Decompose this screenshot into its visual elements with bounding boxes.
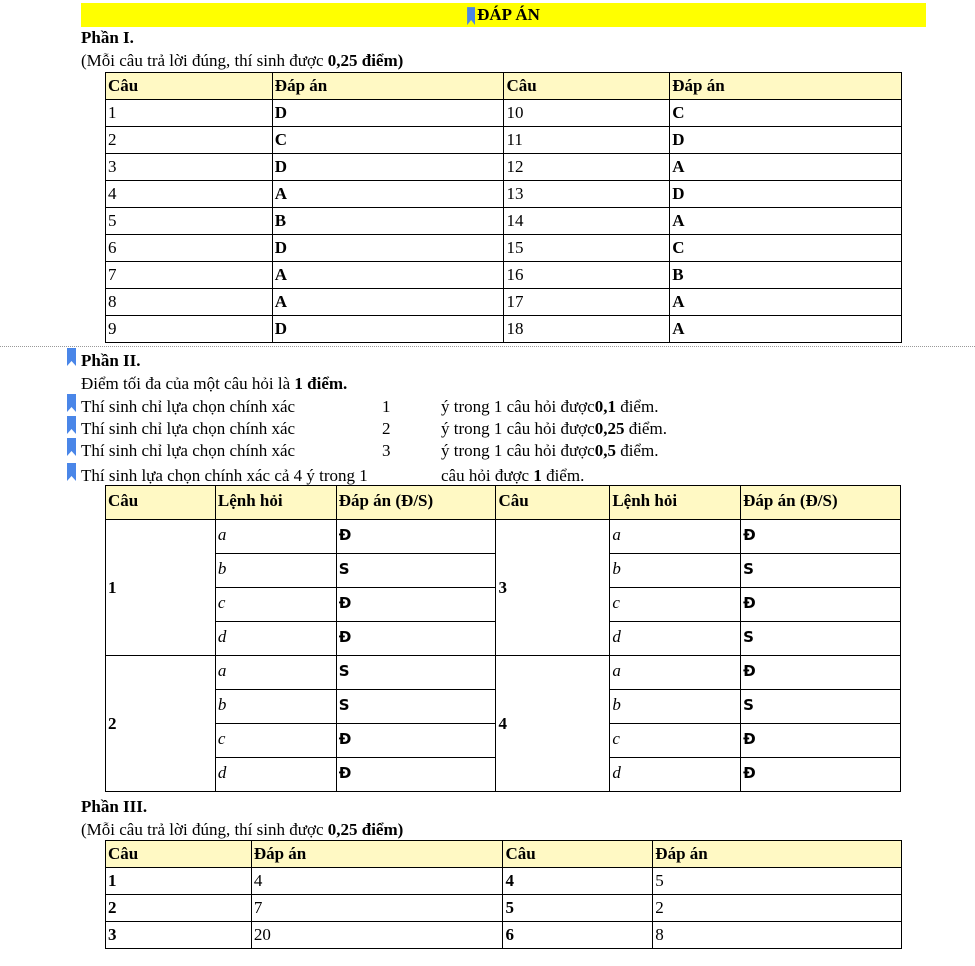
question-number: 7 (106, 262, 273, 289)
rule4-text-c: điểm. (541, 466, 585, 485)
rule-4-tail (441, 465, 584, 487)
question-number: 3 (496, 520, 610, 656)
rule-points: 0,1 (594, 397, 616, 416)
answer: C (272, 127, 504, 154)
part1-note-points: 0,25 điểm) (327, 51, 404, 70)
statement-label: a (215, 656, 336, 690)
true-false-answer: Đ (741, 656, 901, 690)
question-number: 2 (106, 127, 273, 154)
question-number: 1 (106, 868, 252, 895)
part3-table (105, 840, 902, 949)
part3-note-text: (Mỗi câu trả lời đúng, thí sinh được (81, 820, 328, 839)
question-number: 3 (106, 154, 273, 181)
header-cau: Câu (496, 486, 610, 520)
question-number: 13 (504, 181, 670, 208)
question-number: 3 (106, 922, 252, 949)
question-number: 4 (496, 656, 610, 792)
true-false-answer: S (336, 690, 496, 724)
rule-score (441, 396, 658, 418)
bookmark-icon (67, 394, 76, 412)
table-row (106, 656, 901, 690)
answer: C (670, 235, 902, 262)
answer: B (670, 262, 902, 289)
rule-score (441, 440, 658, 462)
answer: A (272, 262, 504, 289)
table-row (106, 289, 902, 316)
answer: D (272, 154, 504, 181)
question-number: 5 (106, 208, 273, 235)
true-false-answer: Đ (741, 724, 901, 758)
part1-note-text: (Mỗi câu trả lời đúng, thí sinh được (81, 51, 328, 70)
true-false-answer: Đ (336, 588, 496, 622)
header-lenh-hoi: Lệnh hỏi (215, 486, 336, 520)
statement-label: c (215, 724, 336, 758)
true-false-answer: Đ (741, 758, 901, 792)
table-row (106, 127, 902, 154)
question-number: 12 (504, 154, 670, 181)
true-false-answer: S (741, 554, 901, 588)
header-lenh-hoi: Lệnh hỏi (610, 486, 741, 520)
header-dap-an: Đáp án (272, 73, 504, 100)
statement-label: c (610, 588, 741, 622)
rule-points: 0,5 (594, 441, 616, 460)
statement-label: c (215, 588, 336, 622)
rule-count: 2 (382, 419, 391, 438)
table-header-row (106, 486, 901, 520)
rule-score-unit: điểm. (615, 441, 659, 460)
rule-text: Thí sinh chỉ lựa chọn chính xác (81, 397, 296, 416)
part2-heading: Phần II. (81, 351, 141, 370)
statement-label: d (610, 758, 741, 792)
rule-points: 0,25 (594, 419, 625, 438)
answer: A (670, 154, 902, 181)
question-number: 14 (504, 208, 670, 235)
question-number: 6 (106, 235, 273, 262)
answer: A (670, 208, 902, 235)
part2-max-score (81, 373, 347, 395)
bookmark-icon (67, 348, 76, 366)
question-number: 6 (503, 922, 653, 949)
table-header-row (106, 841, 902, 868)
statement-label: a (610, 656, 741, 690)
rule-score-text: ý trong 1 câu hỏi được (441, 419, 595, 438)
part2-table (105, 485, 901, 792)
part1-table (105, 72, 902, 343)
title-text: ĐÁP ÁN (477, 5, 540, 24)
true-false-answer: S (741, 690, 901, 724)
table-row (106, 208, 902, 235)
rule-score-unit: điểm. (624, 419, 667, 438)
statement-label: a (215, 520, 336, 554)
answer: A (670, 289, 902, 316)
table-row (106, 154, 902, 181)
answer: C (670, 100, 902, 127)
true-false-answer: S (741, 622, 901, 656)
table-row (106, 235, 902, 262)
rule-count: 3 (382, 441, 391, 460)
answer: 2 (653, 895, 902, 922)
rule-score-unit: điểm. (615, 397, 659, 416)
statement-label: b (610, 554, 741, 588)
bookmark-icon (67, 416, 76, 434)
statement-label: c (610, 724, 741, 758)
question-number: 16 (504, 262, 670, 289)
page-break-line (0, 346, 975, 347)
question-number: 8 (106, 289, 273, 316)
rule-count: 1 (382, 397, 391, 416)
question-number: 2 (106, 656, 216, 792)
bookmark-icon (67, 463, 76, 481)
rule-text: Thí sinh chỉ lựa chọn chính xác (81, 419, 296, 438)
answer: 8 (653, 922, 902, 949)
header-cau: Câu (504, 73, 670, 100)
question-number: 10 (504, 100, 670, 127)
rule-4 (81, 465, 368, 487)
answer: B (272, 208, 504, 235)
header-dap-an: Đáp án (Đ/S) (336, 486, 496, 520)
question-number: 5 (503, 895, 653, 922)
max-score-value: 1 điểm. (294, 374, 348, 393)
table-row (106, 895, 902, 922)
answer: D (670, 181, 902, 208)
rule4-points: 1 (533, 466, 542, 485)
question-number: 1 (106, 100, 273, 127)
part3-heading: Phần III. (81, 797, 148, 816)
rule-score (441, 418, 667, 440)
rule-score-text: ý trong 1 câu hỏi được (441, 441, 595, 460)
header-cau: Câu (106, 73, 273, 100)
statement-label: b (610, 690, 741, 724)
answer: D (272, 100, 504, 127)
rule4-text-b: câu hỏi được (441, 466, 534, 485)
answer: D (272, 235, 504, 262)
part3-note-points: 0,25 điểm) (327, 820, 404, 839)
true-false-answer: S (336, 656, 496, 690)
table-row (106, 922, 902, 949)
true-false-answer: Đ (741, 520, 901, 554)
header-dap-an: Đáp án (670, 73, 902, 100)
statement-label: d (215, 758, 336, 792)
statement-label: d (215, 622, 336, 656)
part3-note (81, 819, 403, 841)
rule4-text: Thí sinh lựa chọn chính xác cả 4 ý trong 1 (81, 466, 368, 485)
rule-score-text: ý trong 1 câu hỏi được (441, 397, 595, 416)
question-number: 11 (504, 127, 670, 154)
question-number: 9 (106, 316, 273, 343)
table-row (106, 520, 901, 554)
header-dap-an: Đáp án (251, 841, 503, 868)
table-row (106, 100, 902, 127)
answer-key-title (81, 3, 926, 27)
table-header-row (106, 73, 902, 100)
bookmark-icon (67, 438, 76, 456)
part1-heading: Phần I. (81, 28, 134, 47)
answer: 20 (251, 922, 503, 949)
true-false-answer: Đ (336, 520, 496, 554)
header-cau: Câu (106, 841, 252, 868)
statement-label: b (215, 554, 336, 588)
answer: D (272, 316, 504, 343)
answer: A (272, 289, 504, 316)
table-row (106, 262, 902, 289)
header-cau: Câu (503, 841, 653, 868)
question-number: 18 (504, 316, 670, 343)
header-dap-an: Đáp án (Đ/S) (741, 486, 901, 520)
answer: 4 (251, 868, 503, 895)
max-score-text: Điểm tối đa của một câu hỏi là (81, 374, 295, 393)
question-number: 2 (106, 895, 252, 922)
answer: 5 (653, 868, 902, 895)
table-row (106, 181, 902, 208)
table-row (106, 868, 902, 895)
true-false-answer: Đ (336, 758, 496, 792)
question-number: 15 (504, 235, 670, 262)
true-false-answer: Đ (741, 588, 901, 622)
table-row (106, 316, 902, 343)
bookmark-icon (467, 7, 475, 25)
question-number: 4 (503, 868, 653, 895)
true-false-answer: Đ (336, 724, 496, 758)
answer: A (272, 181, 504, 208)
statement-label: d (610, 622, 741, 656)
header-dap-an: Đáp án (653, 841, 902, 868)
part1-note (81, 50, 403, 72)
question-number: 4 (106, 181, 273, 208)
answer: 7 (251, 895, 503, 922)
header-cau: Câu (106, 486, 216, 520)
true-false-answer: Đ (336, 622, 496, 656)
answer: D (670, 127, 902, 154)
statement-label: a (610, 520, 741, 554)
answer: A (670, 316, 902, 343)
question-number: 17 (504, 289, 670, 316)
rule-text: Thí sinh chỉ lựa chọn chính xác (81, 441, 296, 460)
true-false-answer: S (336, 554, 496, 588)
statement-label: b (215, 690, 336, 724)
question-number: 1 (106, 520, 216, 656)
